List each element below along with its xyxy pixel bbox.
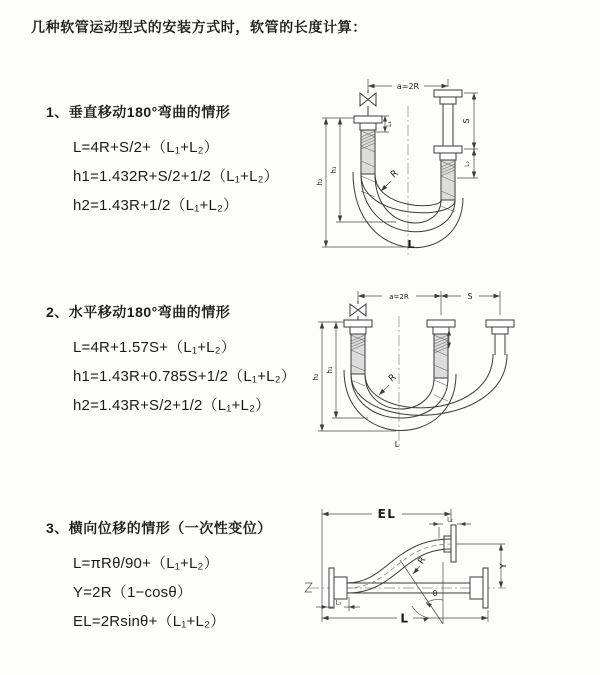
dimension-a2r [368, 79, 448, 91]
dim-label-stroke: S [462, 118, 471, 124]
valve-icon [350, 301, 366, 320]
dim-label-h2: h₂ [312, 373, 320, 381]
formula-length: L=4R+S/2+（L₁+L₂） [73, 139, 219, 156]
dim-label-angle: θ [432, 589, 438, 598]
formula-h2: h2=1.43R+1/2（L₁+L₂） [73, 197, 239, 214]
formula-el: EL=2Rsinθ+（L₁+L₂） [73, 613, 226, 630]
dim-label-stroke: S [467, 292, 473, 301]
dim-label-h1: h₁ [330, 166, 338, 174]
dimension-stroke-s [441, 292, 500, 301]
upper-right-flange [444, 525, 456, 562]
dim-label-length: L [400, 611, 410, 626]
formula-h2: h2=1.43R+S/2+1/2（L₁+L₂） [73, 397, 271, 414]
section-2-heading: 2、水平移动180°弯曲的情形 [46, 304, 231, 320]
formula-y: Y=2R（1−cosθ） [73, 584, 193, 601]
dim-label-a2r: a=2R [389, 293, 409, 301]
diagram-horizontal-180-bend [308, 282, 593, 454]
left-flange [354, 116, 382, 130]
section-vertical-180 [46, 102, 279, 220]
dim-label-length: L [407, 238, 415, 251]
dimension-a2r [358, 291, 500, 315]
middle-flange [427, 320, 455, 334]
formula-h1: h1=1.43R+0.785S+1/2（L₁+L₂） [73, 368, 296, 385]
dim-label-y: Y [499, 563, 509, 569]
hose-curves [344, 354, 507, 431]
radius-callout [377, 373, 398, 397]
dimension-l [322, 610, 488, 626]
formula-h1: h1=1.432R+S/2+1/2（L₁+L₂） [73, 168, 279, 185]
left-braided-section [351, 334, 365, 386]
right-pipe [443, 104, 453, 146]
right-upper-flange [434, 90, 462, 104]
dim-label-l1: L₁ [335, 599, 342, 607]
formula-length: L=4R+1.57S+（L₁+L₂） [73, 339, 236, 356]
centerline-break-mark [305, 583, 312, 592]
valve-icon [360, 90, 376, 116]
right-braided-section [441, 160, 455, 212]
right-flange [486, 320, 514, 334]
diagram-vertical-180-bend [310, 70, 590, 260]
radius-callout [379, 169, 400, 193]
right-pipe [495, 334, 505, 355]
dim-label-l2: L₂ [447, 516, 453, 524]
dim-label-l1: L₁ [386, 121, 393, 127]
radius-callout [411, 555, 428, 575]
section-lateral-displacement [46, 518, 272, 636]
deflected-hose [347, 539, 451, 593]
page-title: 几种软管运动型式的安装方式时，软管的长度计算： [31, 19, 367, 35]
dimension-l1 [316, 597, 360, 611]
diagram-lateral-displacement [302, 500, 599, 652]
section-1-heading: 1、垂直移动180°弯曲的情形 [46, 104, 231, 120]
right-lower-flange [434, 146, 462, 160]
dim-label-radius: R [416, 555, 429, 567]
dim-label-a2r: a=2R [396, 82, 420, 91]
dim-label-h1: h₁ [326, 366, 334, 374]
section-horizontal-180 [46, 302, 296, 420]
right-flange [470, 568, 488, 608]
dim-label-el: EL [377, 507, 397, 521]
dim-label-radius: R [387, 372, 399, 385]
dim-label-l2: L₂ [464, 161, 471, 167]
section-3-heading: 3、横向位移的情形（一次性变位） [46, 520, 272, 536]
dimension-l2 [429, 517, 471, 539]
dim-label-radius: R [389, 168, 401, 181]
left-braided-section [361, 130, 375, 197]
left-flange [344, 320, 372, 334]
dim-label-h2: h₂ [316, 178, 324, 186]
dim-label-length: L [394, 440, 400, 449]
dimension-stroke-s [462, 93, 478, 149]
formula-length: L=πRθ/90+（L₁+L₂） [73, 555, 219, 572]
